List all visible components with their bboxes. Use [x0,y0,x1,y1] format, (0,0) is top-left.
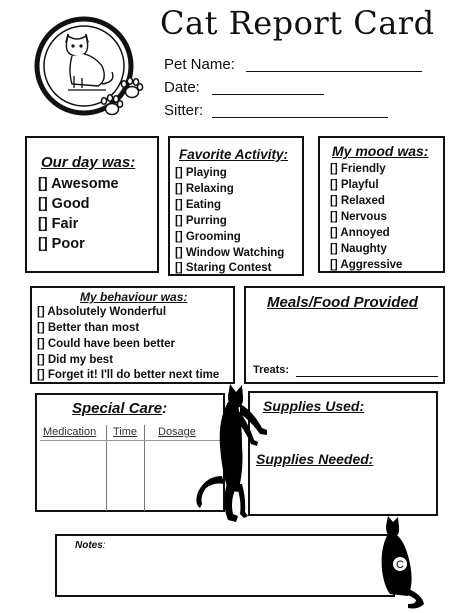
activity-option-eating[interactable]: [] Eating [175,199,221,211]
medication-column-header: Medication [43,426,97,438]
page-title: Cat Report Card [160,4,435,42]
our-day-option-fair[interactable]: [] Fair [38,216,79,232]
mood-option-annoyed[interactable]: [] Annoyed [330,227,390,239]
activity-option-window-watching[interactable]: [] Window Watching [175,247,285,259]
behaviour-option-forget-it[interactable]: [] Forget it! I'll do better next time [37,369,220,381]
climbing-cat-silhouette-icon [188,380,278,530]
column-divider [106,425,107,511]
activity-option-playing[interactable]: [] Playing [175,167,227,179]
notes-label: Notes [75,540,103,551]
behaviour-option-better[interactable]: [] Better than most [37,322,140,334]
favorite-activity-box [168,136,304,276]
pet-name-label: Pet Name: [164,56,235,73]
mood-option-relaxed[interactable]: [] Relaxed [330,195,385,207]
supplies-used-label: Supplies Used: [263,398,365,414]
special-care-colon: : [162,400,168,417]
treats-field[interactable] [296,376,438,377]
behaviour-title: My behaviour was: [80,290,188,304]
sitter-label: Sitter: [164,102,204,119]
mood-box [318,136,445,273]
our-day-box [25,136,159,273]
behaviour-option-could-be-better[interactable]: [] Could have been better [37,338,176,350]
mood-option-aggressive[interactable]: [] Aggressive [330,259,403,271]
behaviour-box [30,286,235,384]
treats-label: Treats: [253,364,290,376]
dosage-column-header: Dosage [158,426,196,438]
meals-box [244,286,445,384]
sitter-field[interactable] [212,117,388,118]
mood-option-friendly[interactable]: [] Friendly [330,163,386,175]
mood-option-nervous[interactable]: [] Nervous [330,211,387,223]
our-day-title: Our day was: [41,154,136,171]
notes-colon: : [102,540,106,551]
sitting-cat-silhouette-icon [378,514,436,610]
meals-title: Meals/Food Provided [267,294,418,311]
date-field[interactable] [212,94,324,95]
activity-option-staring-contest[interactable]: [] Staring Contest [175,262,272,274]
activity-option-purring[interactable]: [] Purring [175,215,227,227]
our-day-option-awesome[interactable]: [] Awesome [38,176,119,192]
special-care-title: Special Care [72,400,163,417]
time-column-header: Time [113,426,138,438]
mood-option-playful[interactable]: [] Playful [330,179,379,191]
supplies-needed-label: Supplies Needed: [256,451,374,467]
pet-name-field[interactable] [246,71,422,72]
favorite-activity-title: Favorite Activity: [179,147,289,162]
notes-box[interactable] [55,534,395,597]
date-label: Date: [164,79,200,96]
mood-option-naughty[interactable]: [] Naughty [330,243,387,255]
cat-medallion-icon [28,14,148,124]
behaviour-option-wonderful[interactable]: [] Absolutely Wonderful [37,306,167,318]
activity-option-relaxing[interactable]: [] Relaxing [175,183,234,195]
mood-title: My mood was: [332,143,429,159]
copyright-symbol: C [396,559,404,571]
our-day-option-good[interactable]: [] Good [38,196,90,212]
our-day-option-poor[interactable]: [] Poor [38,236,85,252]
activity-option-grooming[interactable]: [] Grooming [175,231,241,243]
behaviour-option-did-my-best[interactable]: [] Did my best [37,354,114,366]
column-divider [144,425,145,511]
